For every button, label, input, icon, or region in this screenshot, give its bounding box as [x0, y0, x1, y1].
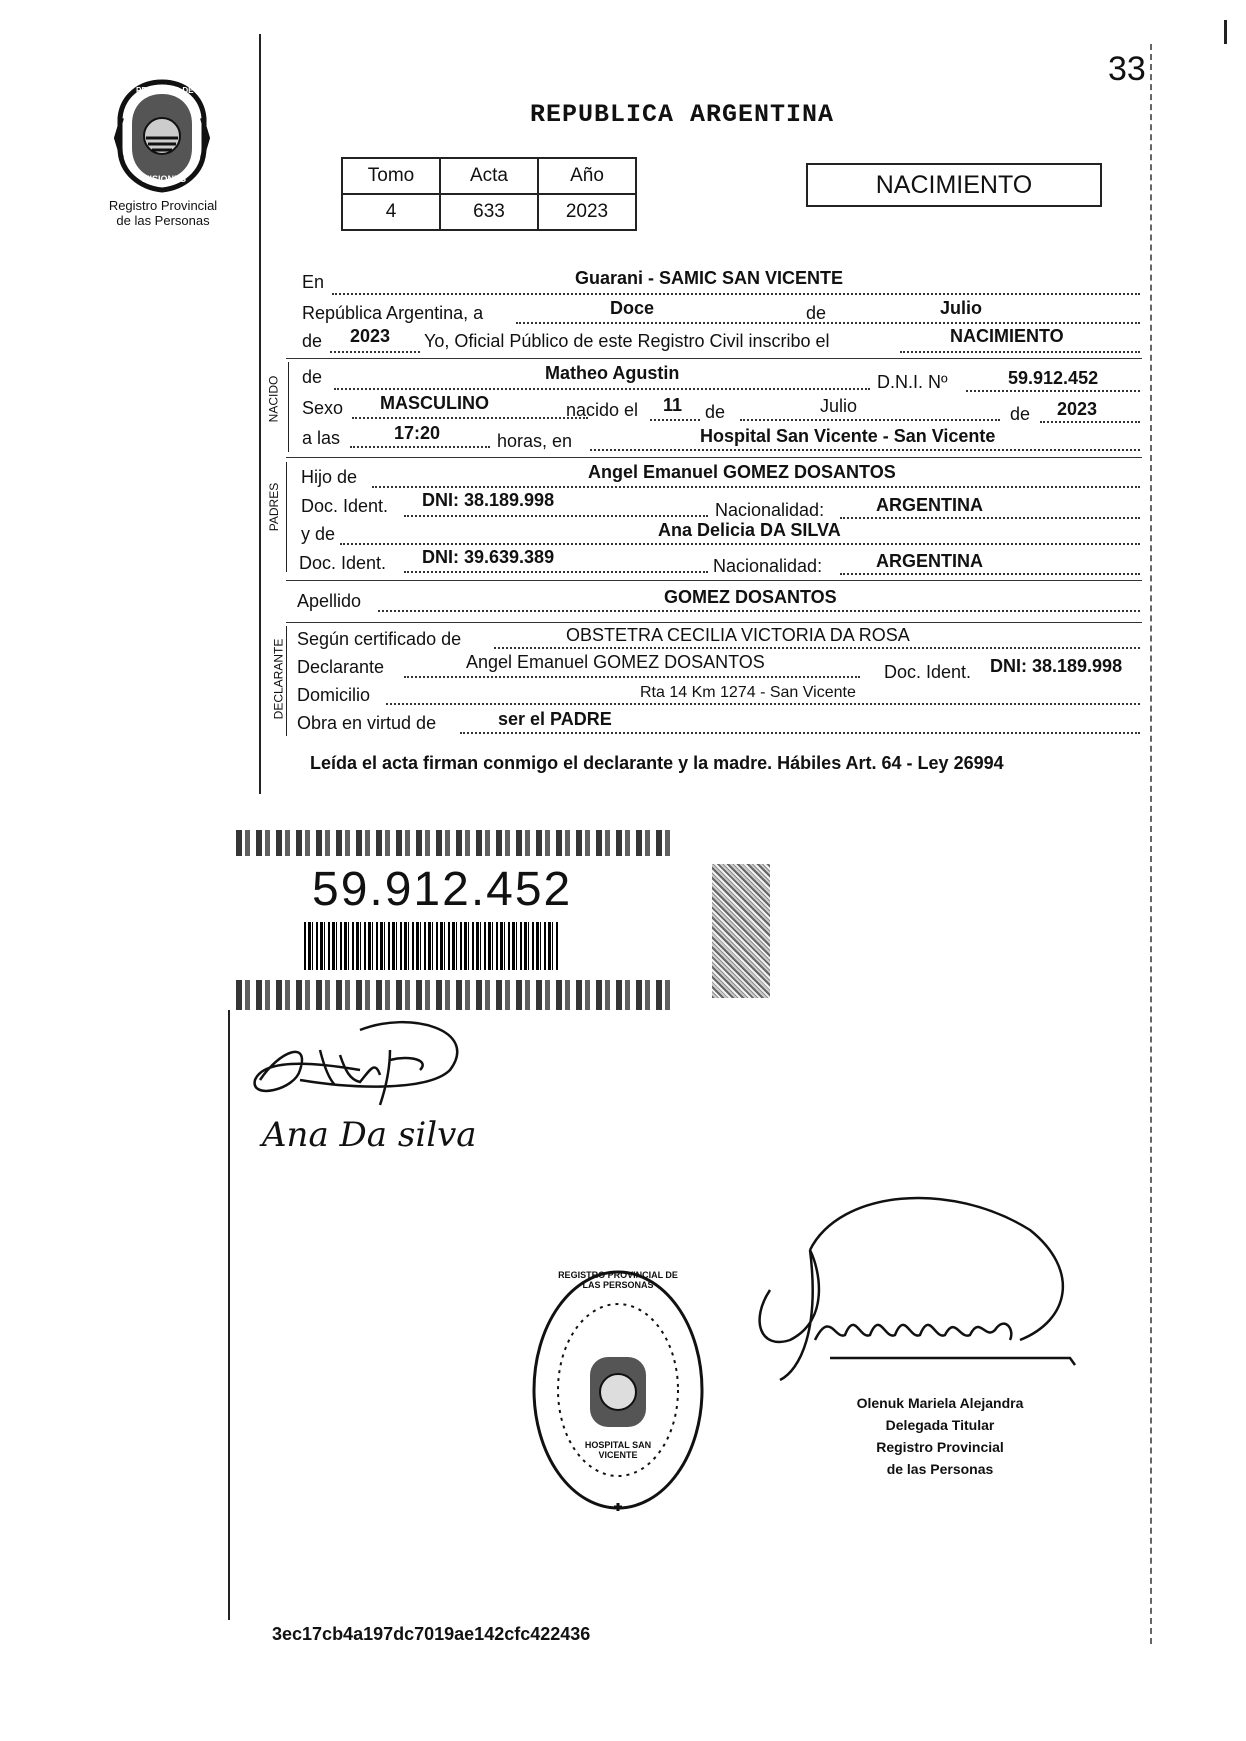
- hijo-label: Hijo de: [301, 467, 358, 487]
- birth-year: 2023: [1057, 399, 1098, 419]
- birth-day: 11: [663, 395, 683, 415]
- left-margin-line: [259, 34, 261, 794]
- mother-nac-label: Nacionalidad:: [713, 556, 823, 576]
- nacido-section-label: NACIDO: [266, 375, 281, 423]
- mother-doc: DNI: 39.639.389: [422, 547, 555, 567]
- father-nationality: ARGENTINA: [876, 495, 983, 515]
- stamp-text-inner: HOSPITAL SAN VICENTE: [584, 1440, 652, 1460]
- birth-month: Julio: [820, 396, 858, 416]
- dni-sticker-number: 59.912.452: [312, 863, 573, 916]
- seal-text-top: PROVINCIA DE: [136, 86, 194, 95]
- obra-label: Obra en virtud de: [297, 713, 437, 733]
- right-dashed-line: [1150, 44, 1152, 1644]
- padres-section-label: PADRES: [267, 482, 282, 532]
- declarante-signature: [240, 1010, 490, 1125]
- right-edge-mark: [1224, 20, 1227, 44]
- day-value: Doce: [610, 298, 655, 318]
- barcode: [304, 922, 558, 970]
- official-stamp: [528, 1265, 708, 1520]
- tomo-header: Tomo: [342, 158, 440, 194]
- birth-month-dots: [740, 419, 1000, 421]
- obra-value: ser el PADRE: [498, 709, 612, 729]
- section-divider-1: [286, 358, 1142, 359]
- nacido-bracket: [288, 362, 289, 452]
- cert-dots: [494, 647, 1140, 649]
- en-label: En: [302, 272, 325, 292]
- anio-value: 2023: [538, 194, 636, 230]
- official-name: Olenuk Mariela Alejandra: [856, 1395, 1024, 1411]
- yde-label: y de: [301, 524, 336, 544]
- apellido-label: Apellido: [297, 591, 362, 611]
- year-value: 2023: [350, 326, 391, 346]
- officer-text: Yo, Oficial Público de este Registro Civil inscribo el: [424, 331, 830, 351]
- security-hologram: [712, 864, 770, 998]
- year-dots: [330, 351, 420, 353]
- official-office-2: de las Personas: [886, 1461, 994, 1477]
- child-dni: 59.912.452: [1008, 368, 1099, 388]
- de-label: de: [806, 303, 827, 323]
- place-dots: [590, 449, 1140, 451]
- official-office: Registro Provincial: [876, 1439, 1004, 1455]
- declarante-section-label: DECLARANTE: [271, 638, 286, 720]
- name-dots: [334, 388, 870, 390]
- logo-caption: [88, 198, 238, 228]
- section-divider-2: [286, 457, 1142, 458]
- reading-note: Leída el acta firman conmigo el declarante y la madre. Hábiles Art. 64 - Ley 26994: [310, 753, 1004, 773]
- father-doc-label: Doc. Ident.: [301, 496, 389, 516]
- domicilio-dots: [386, 703, 1140, 705]
- mother-signature-name: Ana Da silva: [262, 1115, 477, 1155]
- de2-label: de: [302, 331, 323, 351]
- mother-doc-label: Doc. Ident.: [299, 553, 387, 573]
- anio-header: Año: [538, 158, 636, 194]
- sexo-dots: [352, 417, 588, 419]
- apellido-value: GOMEZ DOSANTOS: [664, 587, 837, 607]
- time-dots: [350, 446, 490, 448]
- sexo-value: MASCULINO: [380, 393, 489, 413]
- cert-value: OBSTETRA CECILIA VICTORIA DA ROSA: [566, 625, 910, 645]
- nacido-de-label: de: [302, 367, 323, 387]
- logo-caption-line1: Registro Provincial: [108, 198, 218, 213]
- reference-table: [341, 157, 637, 231]
- horas-label: horas, en: [497, 431, 573, 451]
- mother-doc-dots: [404, 571, 708, 573]
- sticker-pattern-top: [236, 830, 672, 856]
- father-nac-label: Nacionalidad:: [715, 500, 825, 520]
- official-name-block: [820, 1392, 1060, 1480]
- birth-year-dots: [1040, 421, 1140, 423]
- acta-value: 633: [440, 194, 538, 230]
- father-name: Angel Emanuel GOMEZ DOSANTOS: [588, 462, 896, 482]
- birth-de-label2: de: [1010, 404, 1031, 424]
- declarante-name: Angel Emanuel GOMEZ DOSANTOS: [466, 652, 765, 672]
- alas-label: a las: [302, 428, 341, 448]
- declarante-label: Declarante: [297, 657, 385, 677]
- father-doc: DNI: 38.189.998: [422, 490, 555, 510]
- republica-label: República Argentina, a: [302, 303, 484, 323]
- en-dots: [332, 293, 1140, 295]
- mother-dots: [340, 543, 1140, 545]
- document-title: REPUBLICA ARGENTINA: [530, 100, 835, 129]
- republica-dots: [516, 322, 1140, 324]
- tomo-value: 4: [342, 194, 440, 230]
- domicilio-value: Rta 14 Km 1274 - San Vicente: [640, 684, 856, 701]
- declarante-bracket: [286, 626, 287, 736]
- official-title: Delegada Titular: [885, 1417, 995, 1433]
- inscribo-value: NACIMIENTO: [950, 326, 1064, 346]
- nacido-el-label: nacido el: [566, 400, 639, 420]
- act-type-box: NACIMIENTO: [806, 163, 1102, 207]
- child-name: Matheo Agustin: [545, 363, 680, 383]
- month-value: Julio: [940, 298, 983, 318]
- padres-bracket: [286, 462, 287, 572]
- birth-time: 17:20: [394, 423, 441, 443]
- apellido-dots: [378, 610, 1140, 612]
- declarante-doc-label: Doc. Ident.: [884, 662, 972, 682]
- sexo-label: Sexo: [302, 398, 344, 418]
- father-doc-dots: [404, 515, 708, 517]
- document-hash: 3ec17cb4a197dc7019ae142cfc422436: [272, 1624, 591, 1644]
- stamp-text-outer: REGISTRO PROVINCIAL DE LAS PERSONAS: [558, 1270, 678, 1290]
- dni-dots: [966, 390, 1140, 392]
- mother-nationality: ARGENTINA: [876, 551, 983, 571]
- section-divider-4: [286, 622, 1142, 623]
- birth-de-label: de: [705, 402, 726, 422]
- sticker-pattern-bottom: [236, 980, 672, 1010]
- official-signature: [720, 1190, 1120, 1405]
- en-value: Guarani - SAMIC SAN VICENTE: [575, 268, 844, 288]
- mother-name: Ana Delicia DA SILVA: [658, 520, 841, 540]
- declarante-dots: [404, 676, 860, 678]
- domicilio-label: Domicilio: [297, 685, 371, 705]
- birth-day-dots: [650, 419, 700, 421]
- acta-header: Acta: [440, 158, 538, 194]
- inscribo-dots: [900, 351, 1140, 353]
- father-dots: [372, 486, 1140, 488]
- page-number: 33: [1108, 50, 1146, 88]
- mother-nac-dots: [840, 573, 1140, 575]
- birth-place: Hospital San Vicente - San Vicente: [700, 426, 996, 446]
- section-divider-3: [286, 580, 1142, 581]
- declarante-doc: DNI: 38.189.998: [990, 656, 1123, 676]
- obra-dots: [460, 732, 1140, 734]
- left-margin-line-lower: [228, 1010, 230, 1620]
- dni-label: D.N.I. Nº: [877, 372, 948, 392]
- cert-label: Según certificado de: [297, 629, 462, 649]
- logo-caption-line2: de las Personas: [116, 213, 210, 228]
- father-nac-dots: [840, 517, 1140, 519]
- seal-text-bottom: MISIONES: [142, 174, 187, 184]
